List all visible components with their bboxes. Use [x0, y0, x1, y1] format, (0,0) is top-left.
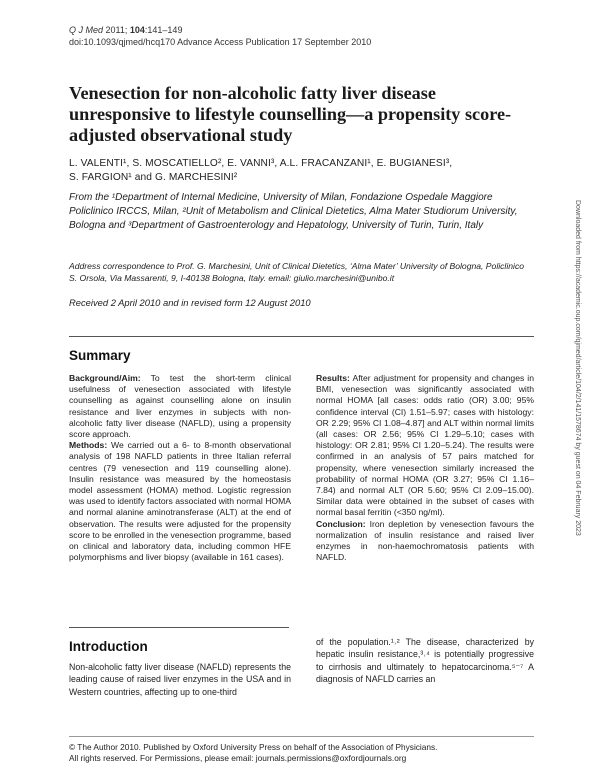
- summary-left-column: [69, 373, 291, 563]
- download-watermark: [571, 200, 591, 680]
- copyright-notice: [69, 742, 539, 764]
- introduction-divider: [69, 627, 289, 628]
- download-note-text: Downloaded from https://academic.oup.com/qjmed/article/104/2/141/1578674 by guest on 04 February 2023: [574, 200, 581, 536]
- citation-line-2: doi:10.1093/qjmed/hcq170 Advance Access Publication 17 September 2010: [69, 37, 372, 47]
- author-line-2: S. FARGION¹ and G. MARCHESINI²: [69, 172, 238, 183]
- conclusion-label: Conclusion:: [316, 518, 366, 529]
- methods-text: We carried out a 6- to 8-month observational analysis of 198 NAFLD patients in three Italian referral centres (79 venesection and 119 counselling alone). Insulin resistance was measured by the homeostasis model assessment (HOMA) method. Logistic regression was used to identify factors associated with normal HOMA and normal alanine aminotransferase (ALT) at the end of observation. The results were adjusted for the propensity score to be enrolled in the venesection programme, based on clinical and laboratory data, including common HFE polymorphisms and liver biopsy (available in 161 cases).: [69, 440, 291, 563]
- citation-line-1: Q J Med 2011; 104:141–149: [69, 25, 183, 35]
- footer-divider: [69, 736, 534, 737]
- background-label: Background/Aim:: [69, 373, 141, 383]
- methods-label: Methods:: [69, 440, 108, 451]
- author-line-1: L. VALENTI¹, S. MOSCATIELLO², E. VANNI³, A.L. FRACANZANI¹, E. BUGIANESI³,: [69, 158, 453, 169]
- background-text: To test the short-term clinical usefulness of venesection associated with lifestyle counselling as against counselling alone on insulin resistance and liver enzymes in subjects with non-alcoholic fatty liver disease (NAFLD), using a propensity score approach.: [69, 373, 291, 440]
- copyright-line-1: © The Author 2010. Published by Oxford University Press on behalf of the Association of Physicians.: [69, 742, 438, 752]
- results-label: Results:: [316, 373, 350, 383]
- summary-right-column: [316, 373, 534, 563]
- introduction-left-text: Non-alcoholic fatty liver disease (NAFLD) represents the leading cause of raised liver enzymes in the USA and in Western countries, affecting up to one-third: [69, 662, 291, 697]
- summary-heading: Summary: [69, 348, 131, 363]
- affiliations: From the ¹Department of Internal Medicine, University of Milan, Fondazione Ospedale Maggiore Policlinico IRCCS, Milan, ²Unit of Metabolism and Clinical Dietetics, Alma Mater Studiorum University, Bologna and ³Department of Gastroenterology and Hepatology, University of Turin, Turin, Italy: [69, 192, 518, 231]
- introduction-right-text: of the population.¹˒² The disease, characterized by hepatic insulin resistance,³˒⁴ is potentially progressive to cirrhosis and ultimately to hepatocarcinoma.⁵⁻⁷ A diagnosis of NAFLD carries an: [316, 637, 534, 685]
- journal-citation: [69, 24, 371, 48]
- introduction-heading: Introduction: [69, 639, 148, 654]
- author-list: [69, 157, 539, 185]
- summary-divider: [69, 336, 534, 337]
- article-title: Venesection for non-alcoholic fatty liver disease unresponsive to lifestyle counselling—a propensity score-adjusted observational study: [69, 83, 512, 145]
- conclusion-text: Iron depletion by venesection favours the normalization of insulin resistance and raised liver enzymes in non-haemochromatosis patients with NAFLD.: [316, 518, 534, 563]
- results-text: After adjustment for propensity and changes in BMI, venesection was significantly associated with normal HOMA [all cases: odds ratio (OR) 3.00; 95% confidence interval (CI) 1.51–5.97; cases with histology: OR 2.29; 95% CI 1.08–4.87] and ALT within normal limits (all cases: OR 2.56; 95% CI 1.29–5.10; cases with histology: OR 2.81; 95% CI 1.20–5.24). The results were confirmed in an analysis of 57 pairs matched for propensity, where venesection similarly increased the probability of normal HOMA (OR 3.27; 95% CI 1.16–7.84) and normal ALT (OR 5.60; 95% CI 2.09–15.00). Similar data were obtained in the subset of cases with normal basal ferritin (<350 ng/ml).: [316, 373, 534, 518]
- correspondence-address: Address correspondence to Prof. G. Marchesini, Unit of Clinical Dietetics, ‘Alma Mater’ University of Bologna, Policlinico S. Orsola, Via Massarenti, 9, I-40138 Bologna, Italy. email: giulio.marchesini@unibo.it: [69, 261, 525, 283]
- received-dates: Received 2 April 2010 and in revised form 12 August 2010: [69, 297, 311, 308]
- copyright-line-2: All rights reserved. For Permissions, please email: journals.permissions@oxfordjournals.org: [69, 753, 407, 763]
